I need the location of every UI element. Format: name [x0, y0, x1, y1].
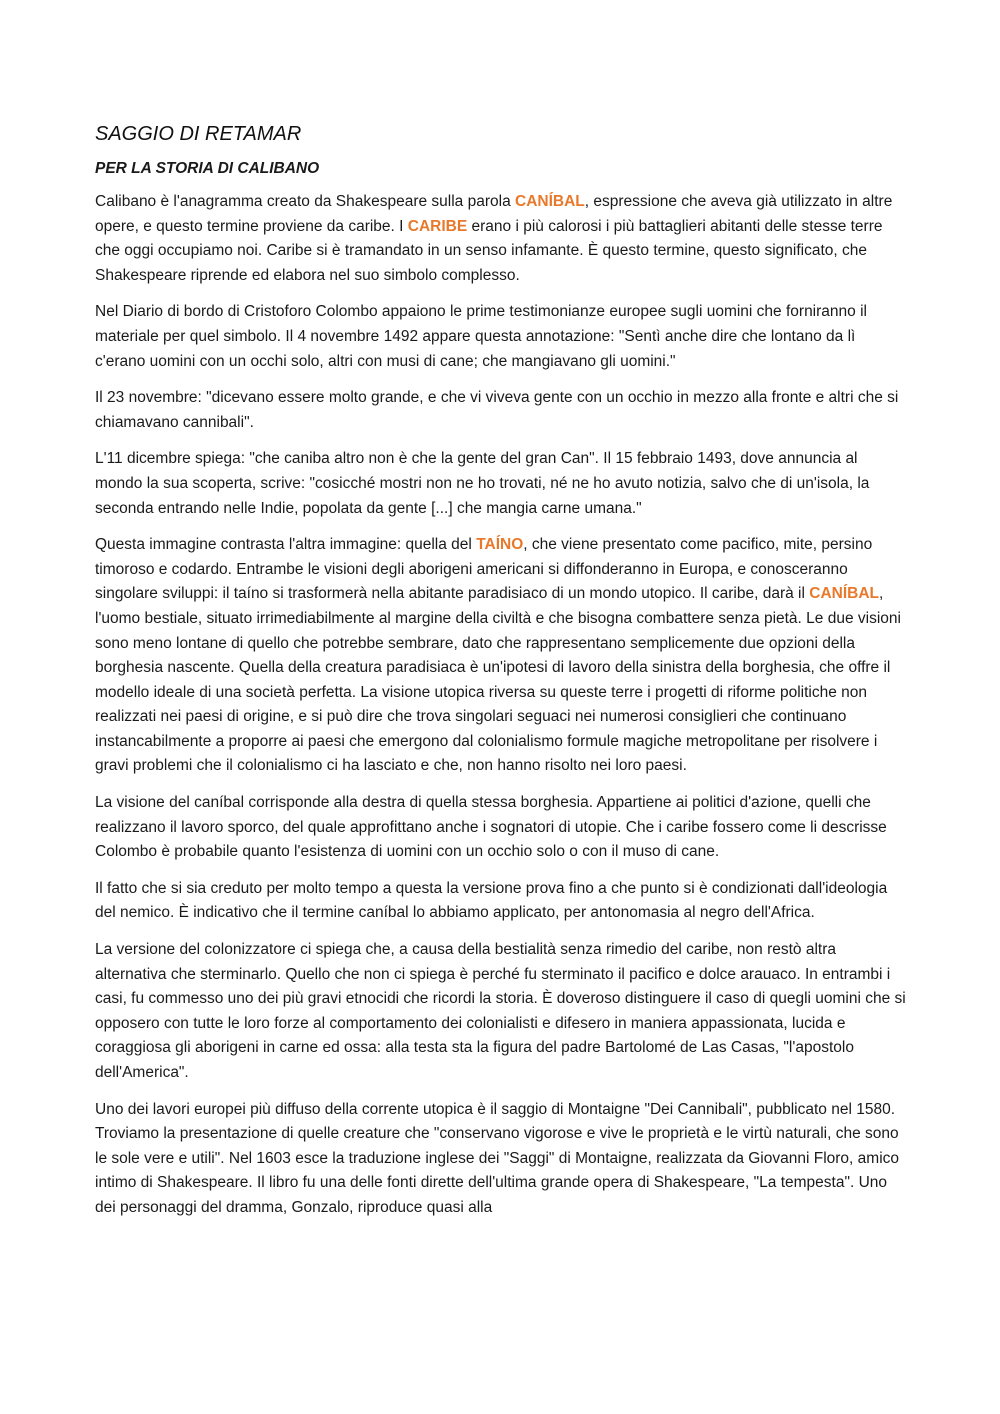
paragraph — [95, 300, 907, 374]
paragraph — [95, 877, 907, 926]
paragraph-text: , l'uomo bestiale, situato irrimediabilmente al margine della civiltà e che bisogna combattere senza pietà. Le due visioni sono meno lontane di quello che potrebbe sembrare, dato che rappresentano semplicemente due opzioni della borghesia nascente. Quella della creatura paradisiaca è un'ipotesi di lavoro della sinistra della borghesia, che offre il modello ideale di una società perfetta. La visione utopica riversa su queste terre i progetti di riforme politiche non realizzati nei paesi di origine, e si può dire che trova singolari seguaci nei numerosi consiglieri che continuano instancabilmente a proporre ai paesi che emergono dal colonialismo formule magiche metropolitane per risolvere i gravi problemi che il colonialismo ci ha lasciato e che, non hanno risolto nei loro paesi. — [95, 585, 901, 775]
paragraph-text: La visione del caníbal corrisponde alla destra di quella stessa borghesia. Appartiene ai politici d'azione, quelli che realizzano il lavoro sporco, del quale approfittano anche i sognatori di utopie. Che i caribe fossero come li descrisse Colombo è probabile quanto l'esistenza di uomini con un occhio solo o con il muso di cane. — [95, 794, 887, 861]
highlighted-term: CANÍBAL — [809, 585, 879, 603]
paragraph — [95, 938, 907, 1086]
paragraph-text: , espressione che aveva già utilizzato in altre opere, e questo termine proviene da caribe. I — [95, 193, 893, 235]
highlighted-term: CARIBE — [407, 217, 468, 235]
paragraph-text: , che viene presentato come pacifico, mite, persino timoroso e codardo. Entrambe le visioni degli aborigeni americani si diffonderanno in Europa, e conosceranno singolare sviluppi: il taíno si trasformerà nella abitante paradisiaco di un mondo utopico. Il caribe, darà il — [95, 536, 873, 603]
paragraph — [95, 1098, 907, 1221]
paragraph-text: Questa immagine contrasta l'altra immagine: quella del — [95, 536, 477, 554]
document-title: SAGGIO DI RETAMAR — [95, 123, 302, 145]
paragraph-text: Nel Diario di bordo di Cristoforo Colombo appaiono le prime testimonianze europee sugli uomini che forniranno il materiale per quel simbolo. Il 4 novembre 1492 appare questa annotazione: "Sentì anche dire che lontano da lì c'erano uomini con un occhi solo, altri con musi di cane; che mangiavano gli uomini." — [95, 303, 867, 370]
highlighted-term: TAÍNO — [476, 536, 524, 554]
paragraph-text: erano i più calorosi i più battaglieri abitanti delle stesse terre che oggi occupiamo noi. Caribe si è tramandato in un senso infamante. È questo termine, questo significato, che Shakespeare riprende ed elabora nel suo simbolo complesso. — [95, 217, 883, 284]
paragraph-text: Uno dei lavori europei più diffuso della corrente utopica è il saggio di Montaigne "Dei Cannibali", pubblicato nel 1580. Troviamo la presentazione di quelle creature che "conservano vigorose e vive le proprietà e le virtù naturali, che sono le sole vere e utili". Nel 1603 esce la traduzione inglese dei "Saggi" di Montaigne, realizzata da Giovanni Floro, amico intimo di Shakespeare. Il libro fu una delle fonti dirette dell'ultima grande opera di Shakespeare, "La tempesta". Uno dei personaggi del dramma, Gonzalo, riproduce quasi alla — [95, 1100, 900, 1216]
paragraph-text: Il 23 novembre: "dicevano essere molto grande, e che vi viveva gente con un occhio in mezzo alla fronte e altri che si chiamavano cannibali". — [95, 389, 899, 431]
paragraph-text: L'11 dicembre spiega: "che caniba altro non è che la gente del gran Can". Il 15 febbraio 1493, dove annuncia al mondo la sua scoperta, scrive: "cosicché mostri non ne ho trovati, né ne ho avuto notizia, salvo che di un'isola, la seconda entrando nelle Indie, popolata da gente [...] che mangia carne umana." — [95, 450, 870, 517]
highlighted-term: CANÍBAL — [515, 193, 585, 210]
paragraph — [95, 791, 907, 865]
paragraph — [95, 190, 907, 288]
paragraph — [95, 533, 907, 779]
paragraph-text: La versione del colonizzatore ci spiega che, a causa della bestialità senza rimedio del caribe, non restò altra alternativa che sterminarlo. Quello che non ci spiega è perché fu sterminato il pacifico e dolce arauaco. In entrambi i casi, fu commesso uno dei più gravi etnocidi che ricordi la storia. È doveroso distinguere il caso di quegli uomini che si opposero con tutte le loro forze al comportamento dei colonialisti e difesero in maniera appassionata, lucida e coraggiosa gli aborigeni in carne ed ossa: alla testa sta la figura del padre Bartolomé de Las Casas, "l'apostolo dell'America". — [95, 941, 906, 1081]
paragraph-text: Calibano è l'anagramma creato da Shakespeare sulla parola — [95, 193, 515, 210]
document-subtitle: PER LA STORIA DI CALIBANO — [95, 160, 320, 177]
paragraph-text: Il fatto che si sia creduto per molto tempo a questa la versione prova fino a che punto si è condizionati dall'ideologia del nemico. È indicativo che il termine caníbal lo abbiamo applicato, per antonomasia al negro dell'Africa. — [95, 879, 888, 922]
paragraph — [95, 386, 907, 435]
paragraph — [95, 447, 907, 521]
document-page — [95, 120, 907, 1233]
document-body — [95, 190, 907, 1221]
